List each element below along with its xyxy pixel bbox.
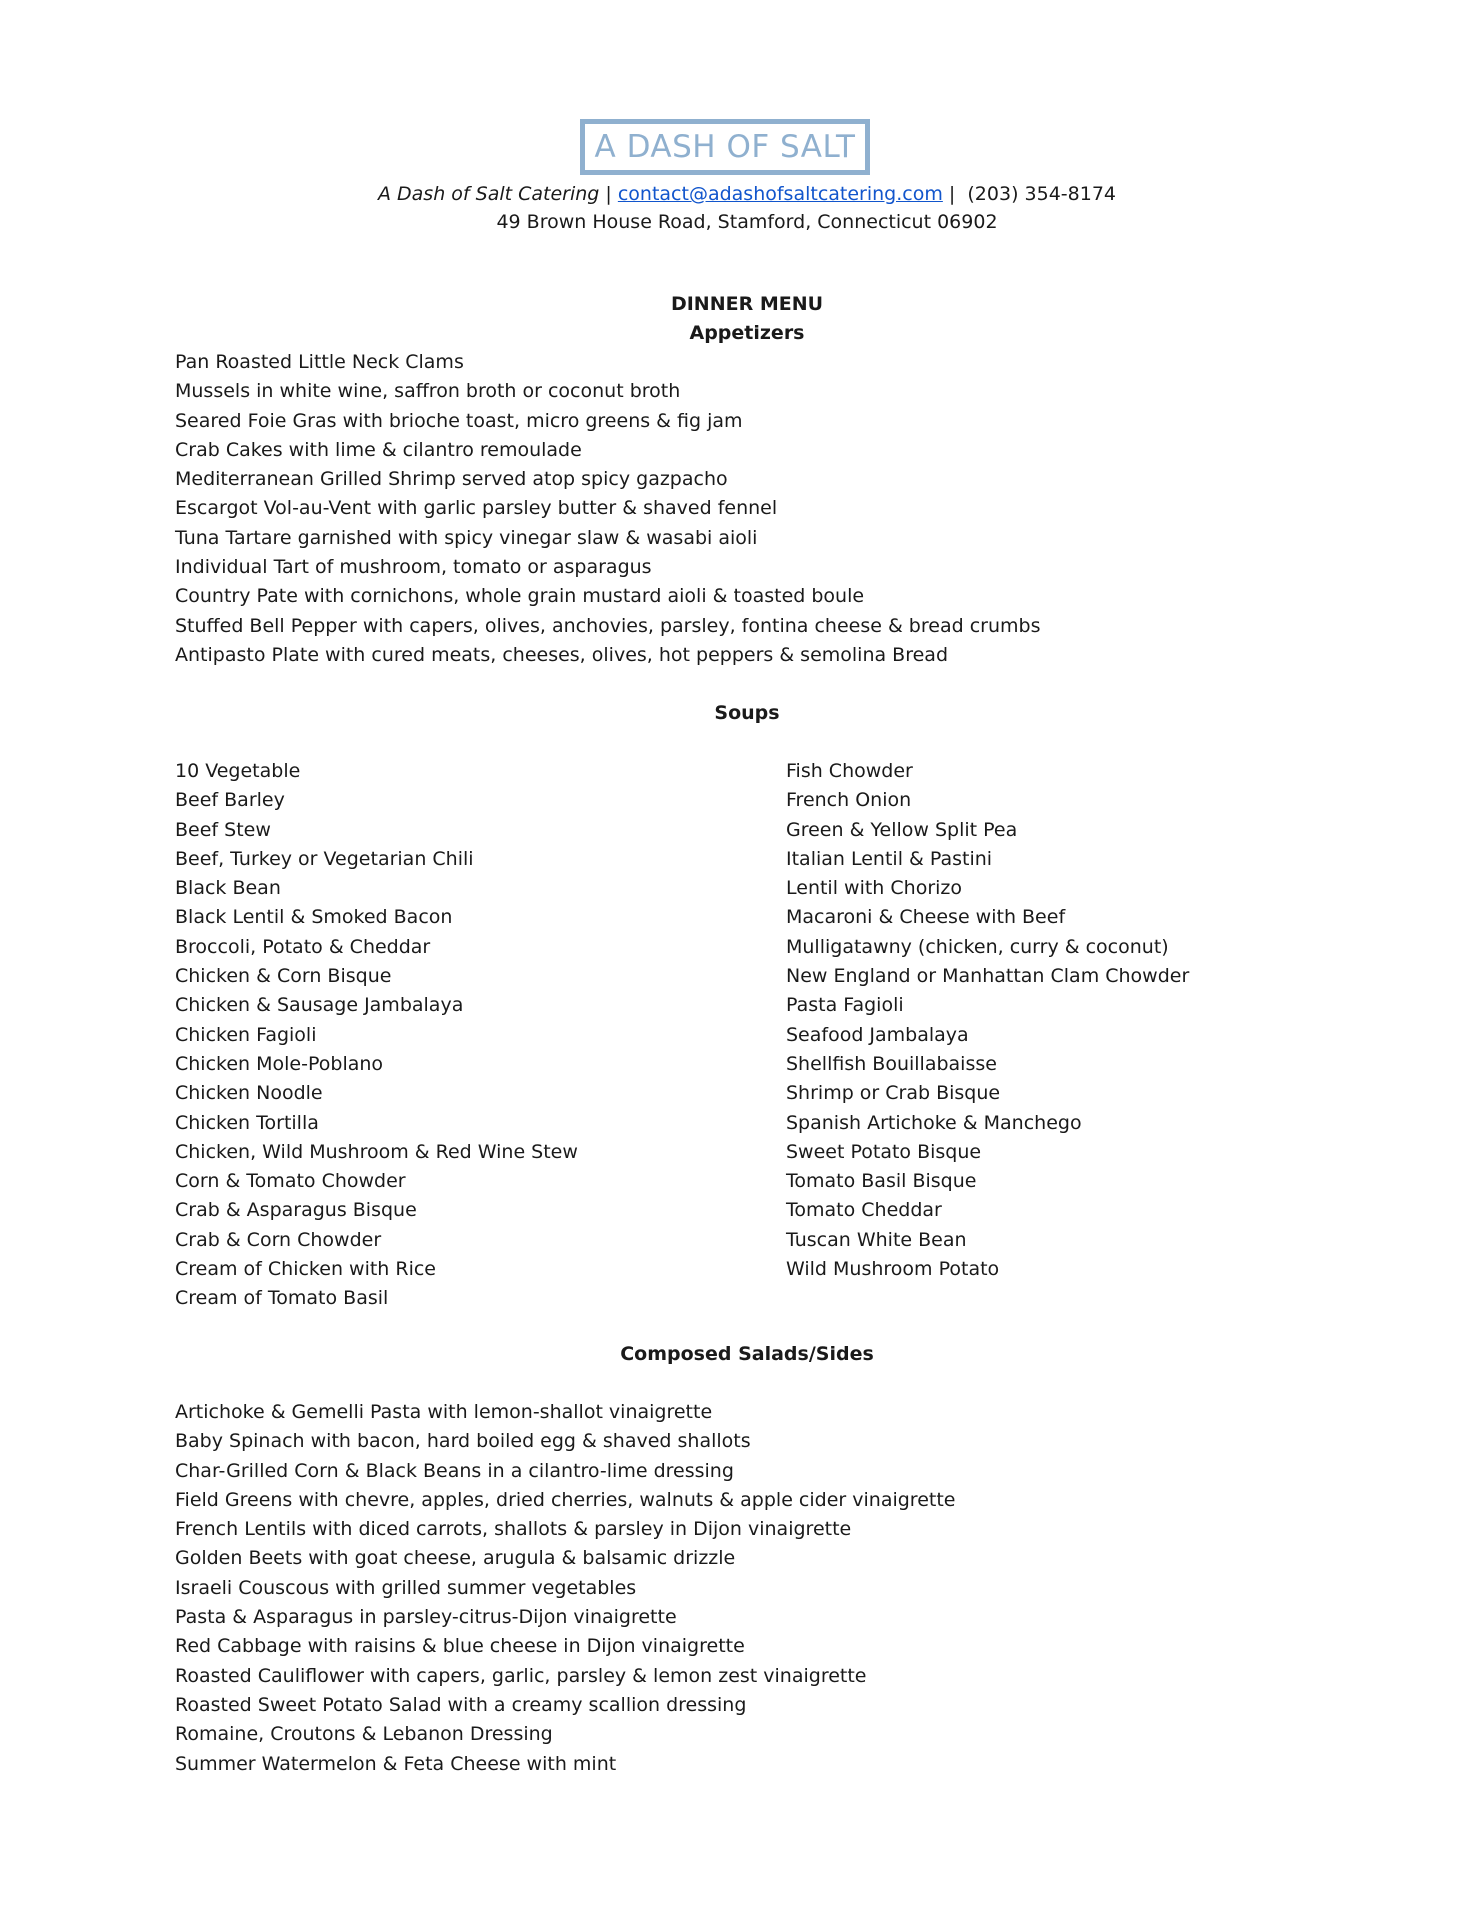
list-item: Sweet Potato Bisque [786,1140,982,1163]
list-item: Tuna Tartare garnished with spicy vinegar slaw & wasabi aioli [175,526,758,549]
list-item: Crab Cakes with lime & cilantro remoulade [175,438,582,461]
list-item: Chicken & Sausage Jambalaya [175,994,464,1017]
list-item: Green & Yellow Split Pea [786,818,1018,841]
list-item: Stuffed Bell Pepper with capers, olives, anchovies, parsley, fontina cheese & bread crumbs [175,614,1041,637]
list-item: 10 Vegetable [175,760,301,782]
list-item: Roasted Sweet Potato Salad with a creamy scallion dressing [175,1693,747,1716]
list-item: Tomato Basil Bisque [786,1170,977,1193]
list-item: Escargot Vol-au-Vent with garlic parsley butter & shaved fennel [175,497,778,520]
list-item: Beef, Turkey or Vegetarian Chili [175,847,474,870]
list-item: Black Lentil & Smoked Bacon [175,906,453,929]
list-item: New England or Manhattan Clam Chowder [786,965,1190,988]
list-item: Country Pate with cornichons, whole grain mustard aioli & toasted boule [175,585,865,608]
list-item: French Onion [786,789,912,812]
list-item: Chicken Tortilla [175,1111,319,1134]
separator: | [599,183,618,205]
list-item: Spanish Artichoke & Manchego [786,1111,1082,1134]
list-item: Chicken, Wild Mushroom & Red Wine Stew [175,1140,578,1163]
list-item: Antipasto Plate with cured meats, cheeses, olives, hot peppers & semolina Bread [175,643,949,666]
company-logo: A DASH OF SALT [580,119,870,175]
list-item: Fish Chowder [786,760,913,782]
list-item: Tuscan White Bean [786,1228,967,1251]
list-item: Seared Foie Gras with brioche toast, micro greens & fig jam [175,409,743,432]
list-item: Char-Grilled Corn & Black Beans in a cilantro-lime dressing [175,1459,734,1482]
list-item: Macaroni & Cheese with Beef [786,906,1066,929]
company-name: A Dash of Salt Catering [378,183,600,205]
list-item: Baby Spinach with bacon, hard boiled egg & shaved shallots [175,1430,751,1453]
list-item: Pasta & Asparagus in parsley-citrus-Dijon vinaigrette [175,1606,677,1629]
list-item: Individual Tart of mushroom, tomato or asparagus [175,556,652,579]
address: 49 Brown House Road, Stamford, Connecticut 06902 [496,211,998,233]
separator: | [942,183,968,205]
list-item: Wild Mushroom Potato [786,1258,1000,1281]
soups-left-column [175,757,578,1314]
contact-line [0,181,1484,207]
list-item: Chicken Fagioli [175,1023,317,1046]
salads-heading: Composed Salads/Sides [620,1343,874,1365]
list-item: Shellfish Bouillabaisse [786,1052,997,1075]
appetizers-heading: Appetizers [689,322,805,344]
list-item: Lentil with Chorizo [786,877,963,900]
list-item: Mussels in white wine, saffron broth or coconut broth [175,380,681,403]
list-item: Israeli Couscous with grilled summer vegetables [175,1576,637,1599]
phone-number: (203) 354-8174 [967,183,1116,205]
list-item: Crab & Asparagus Bisque [175,1199,417,1222]
list-item: Roasted Cauliflower with capers, garlic, parsley & lemon zest vinaigrette [175,1664,867,1687]
list-item: French Lentils with diced carrots, shallots & parsley in Dijon vinaigrette [175,1518,852,1541]
appetizers-list [175,348,1040,670]
list-item: Golden Beets with goat cheese, arugula & balsamic drizzle [175,1547,736,1570]
list-item: Artichoke & Gemelli Pasta with lemon-shallot vinaigrette [175,1401,713,1423]
list-item: Chicken & Corn Bisque [175,965,392,988]
salads-list [175,1398,955,1779]
list-item: Tomato Cheddar [786,1199,942,1222]
menu-title: DINNER MENU [670,293,824,315]
list-item: Mediterranean Grilled Shrimp served atop spicy gazpacho [175,468,728,491]
list-item: Chicken Mole-Poblano [175,1052,384,1075]
list-item: Beef Stew [175,818,271,841]
list-item: Crab & Corn Chowder [175,1228,382,1251]
list-item: Red Cabbage with raisins & blue cheese in Dijon vinaigrette [175,1635,745,1658]
list-item: Corn & Tomato Chowder [175,1170,406,1193]
list-item: Pan Roasted Little Neck Clams [175,351,464,373]
list-item: Mulligatawny (chicken, curry & coconut) [786,935,1169,958]
list-item: Shrimp or Crab Bisque [786,1082,1001,1105]
list-item: Broccoli, Potato & Cheddar [175,935,431,958]
list-item: Chicken Noodle [175,1082,323,1105]
list-item: Cream of Tomato Basil [175,1287,389,1310]
list-item: Pasta Fagioli [786,994,904,1017]
list-item: Seafood Jambalaya [786,1023,969,1046]
list-item: Romaine, Croutons & Lebanon Dressing [175,1723,553,1746]
list-item: Field Greens with chevre, apples, dried cherries, walnuts & apple cider vinaigrette [175,1488,956,1511]
soups-heading: Soups [714,702,780,724]
list-item: Beef Barley [175,789,285,812]
list-item: Italian Lentil & Pastini [786,847,993,870]
email-link[interactable]: contact@adashofsaltcatering.com [617,183,943,205]
list-item: Summer Watermelon & Feta Cheese with mint [175,1752,617,1775]
list-item: Cream of Chicken with Rice [175,1258,436,1281]
soups-right-column [786,757,1189,1284]
list-item: Black Bean [175,877,281,900]
